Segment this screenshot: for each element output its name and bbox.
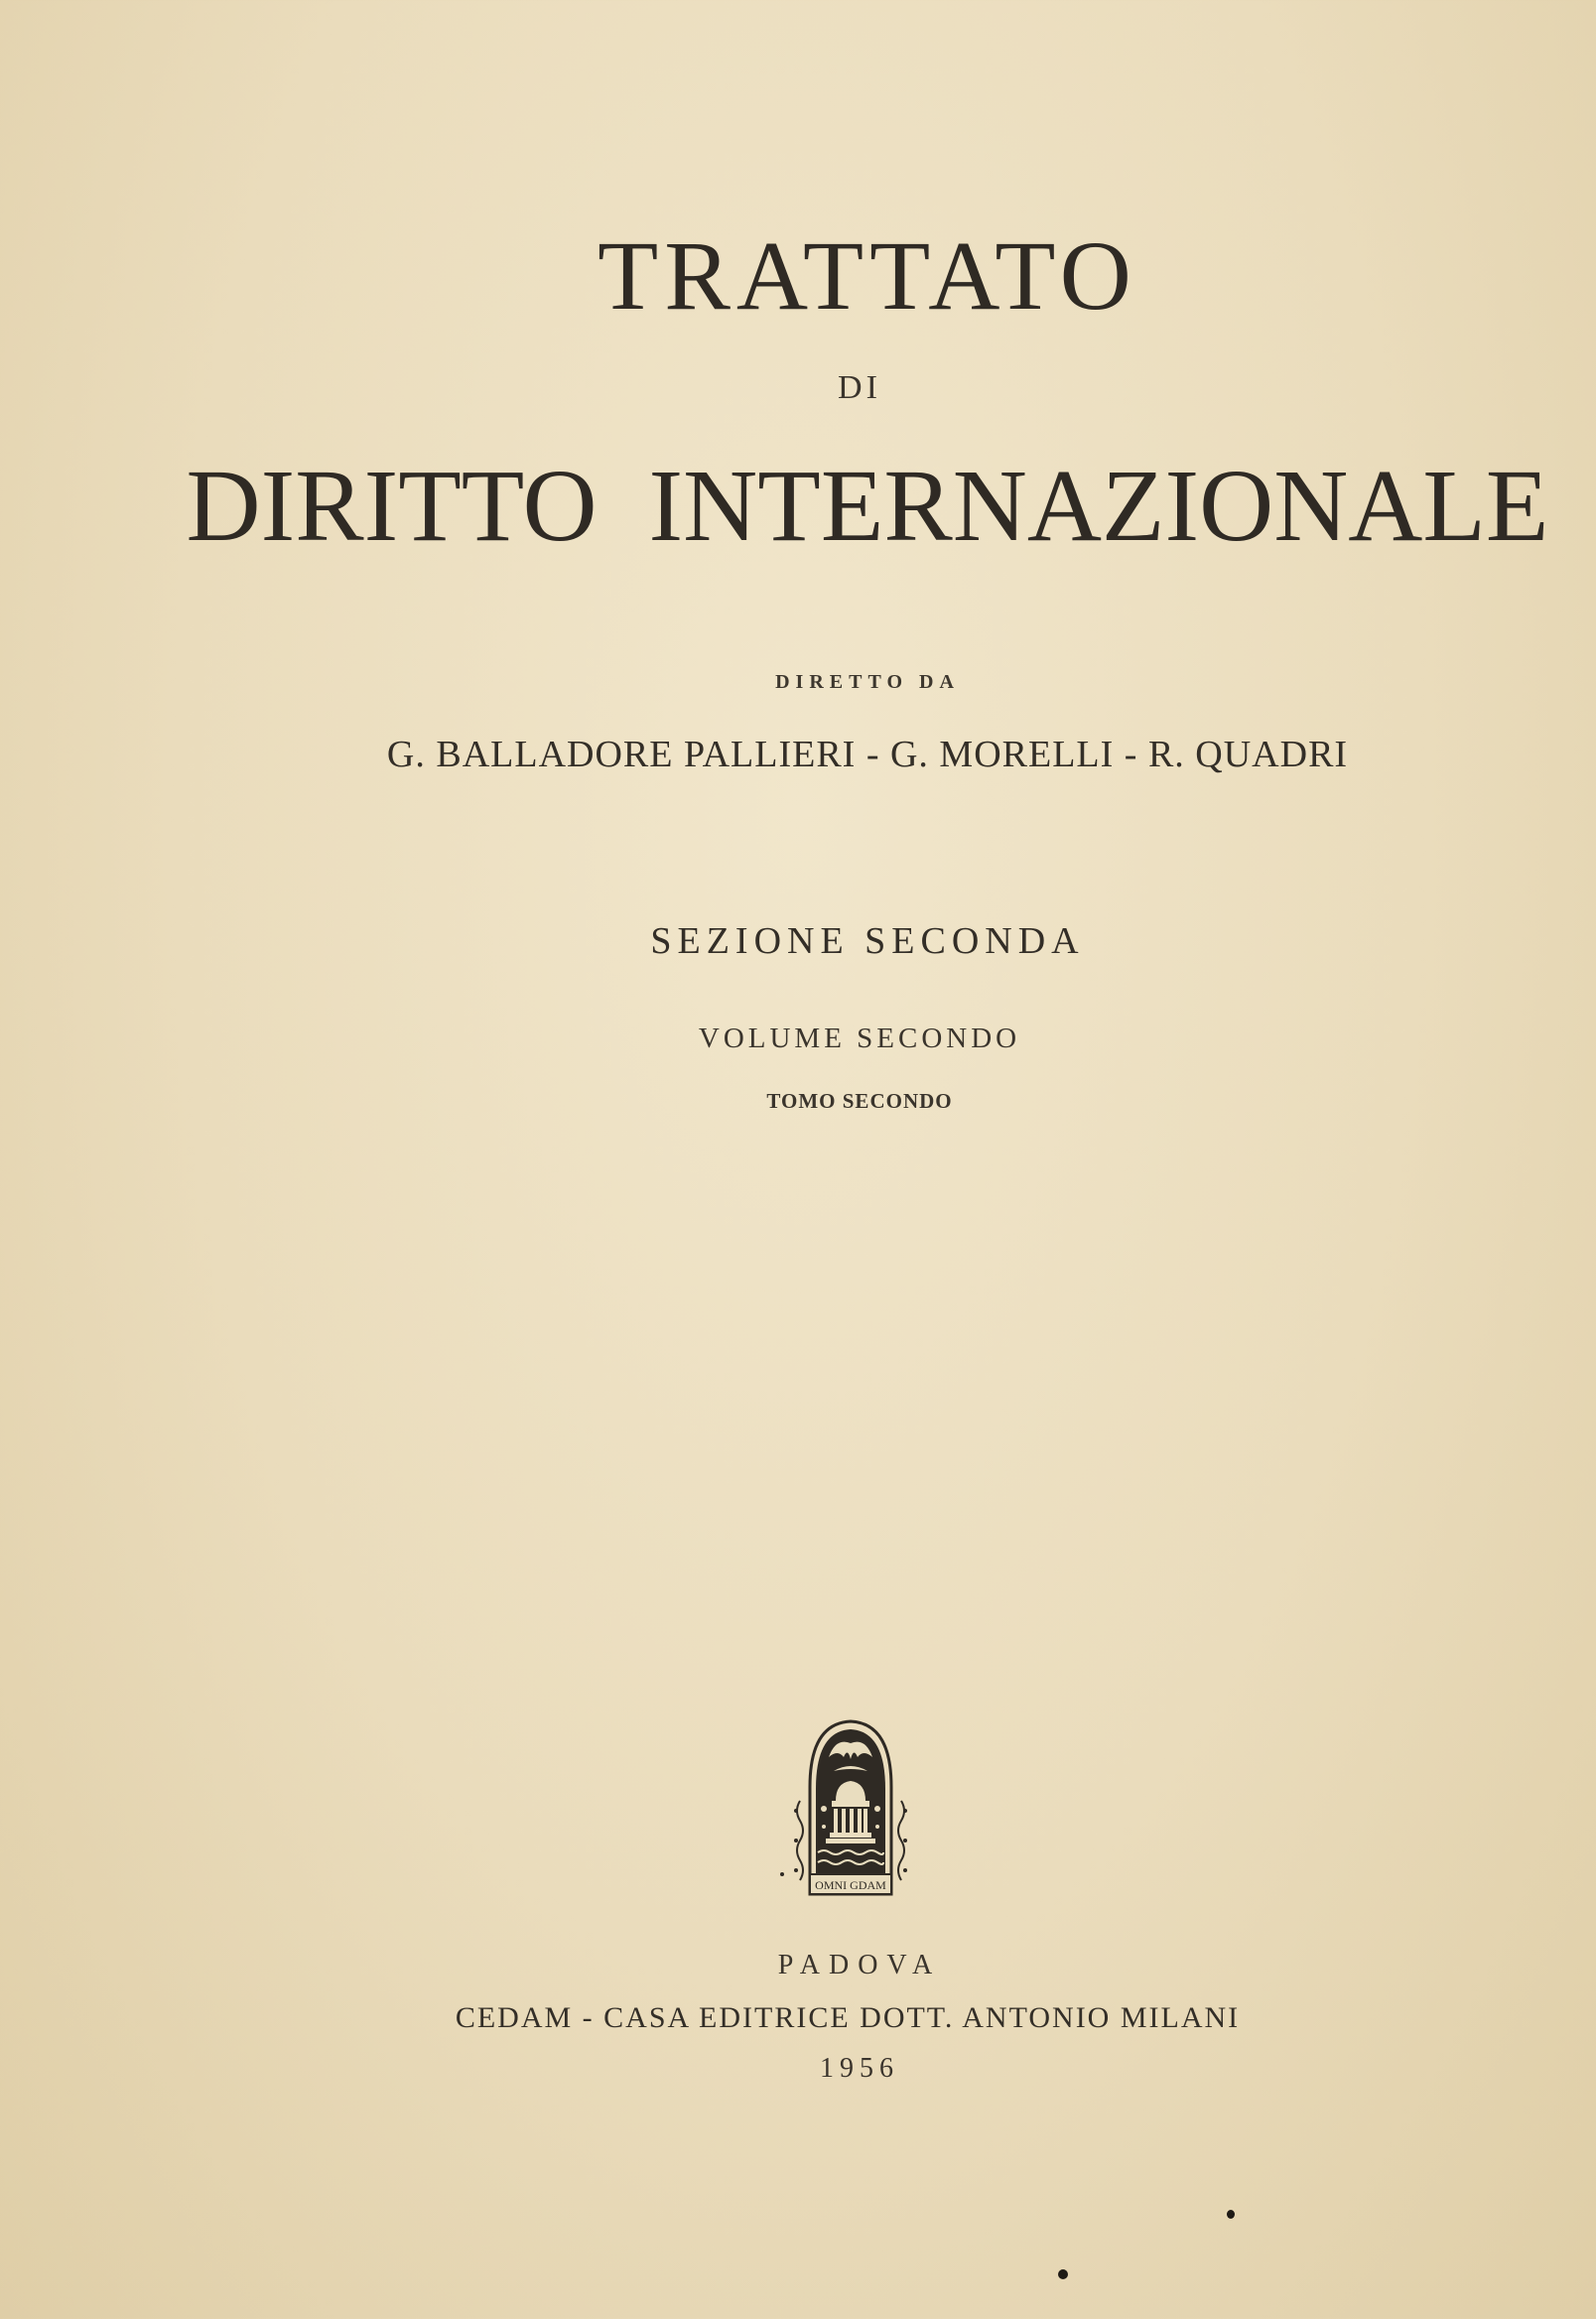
volume-label: VOLUME SECONDO xyxy=(698,1023,1021,1054)
tome-label: TOMO SECONDO xyxy=(766,1089,953,1113)
imprint-year: 1956 xyxy=(820,2053,899,2084)
section-label: SEZIONE SECONDA xyxy=(650,920,1085,962)
publisher-emblem-icon xyxy=(774,1717,927,1908)
emblem-motto: OMNI GDAM xyxy=(815,1878,886,1892)
book-subject: DIRITTO INTERNAZIONALE xyxy=(186,449,1549,563)
imprint-city: PADOVA xyxy=(777,1950,942,1980)
ink-speck xyxy=(1227,2210,1235,2219)
ink-speck xyxy=(1058,2269,1068,2279)
book-title: TRATTATO xyxy=(598,220,1137,331)
imprint-publisher: CEDAM - CASA EDITRICE DOTT. ANTONIO MILANI xyxy=(455,2001,1241,2034)
editors-names: G. BALLADORE PALLIERI - G. MORELLI - R. QUADRI xyxy=(386,734,1349,775)
title-connector: DI xyxy=(838,369,881,406)
editors-intro: DIRETTO DA xyxy=(775,671,960,693)
